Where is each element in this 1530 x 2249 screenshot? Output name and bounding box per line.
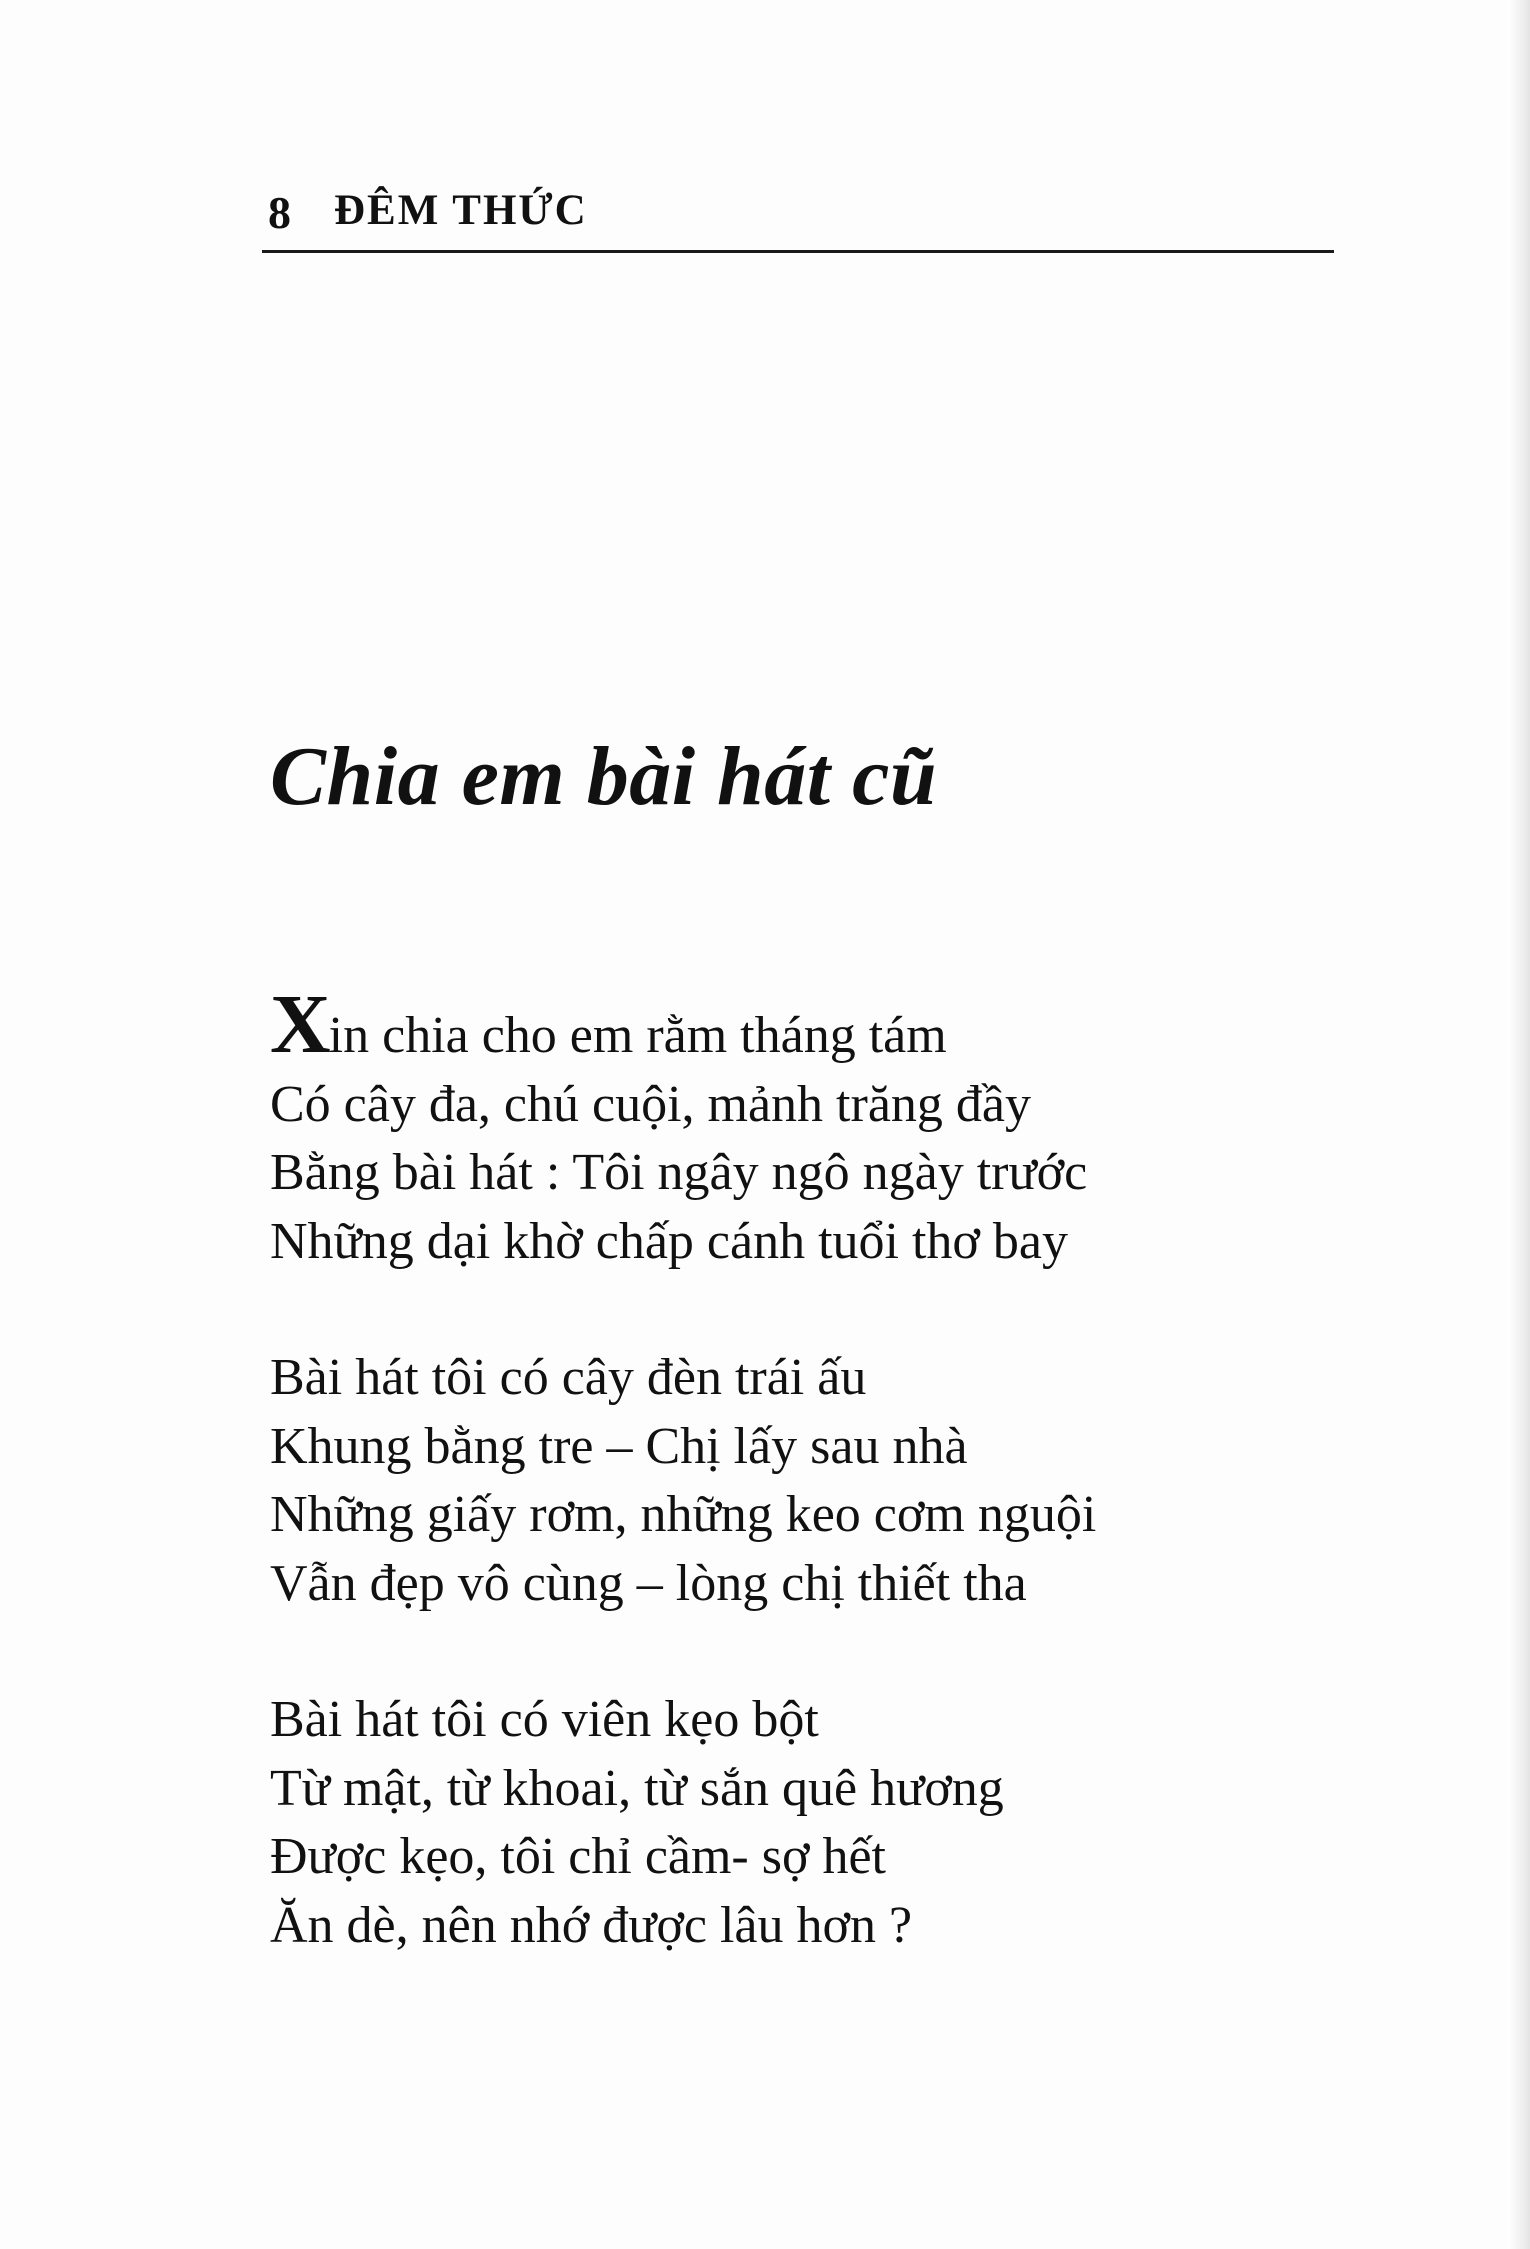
page-edge-shadow bbox=[1508, 0, 1530, 2249]
stanza-3 bbox=[270, 1686, 1270, 1960]
poem-line-1 bbox=[270, 978, 1270, 1071]
poem-line: Khung bằng tre – Chị lấy sau nhà bbox=[270, 1417, 968, 1475]
poem-line: Những giấy rơm, những keo cơm nguội bbox=[270, 1486, 1097, 1543]
poem-line: Bằng bài hát : Tôi ngây ngô ngày trước bbox=[270, 1144, 1088, 1201]
stanza-1 bbox=[270, 978, 1270, 1276]
poem-line: Có cây đa, chú cuội, mảnh trăng đầy bbox=[270, 1075, 1031, 1133]
book-title: ĐÊM THỨC bbox=[334, 187, 588, 234]
poem-line: Được kẹo, tôi chỉ cầm- sợ hết bbox=[270, 1828, 887, 1885]
poem-line: Bài hát tôi có viên kẹo bột bbox=[270, 1691, 819, 1748]
drop-cap: X bbox=[270, 978, 329, 1071]
poem-line: Bài hát tôi có cây đèn trái ấu bbox=[270, 1349, 867, 1406]
stanza-2 bbox=[270, 1344, 1270, 1618]
first-line-rest: in chia cho em rằm tháng tám bbox=[328, 1007, 947, 1064]
poem-line: Ăn dè, nên nhớ được lâu hơn ? bbox=[270, 1896, 913, 1954]
running-head bbox=[262, 186, 1334, 253]
poem-line: Từ mật, từ khoai, từ sắn quê hương bbox=[270, 1759, 1004, 1817]
poem-title: Chia em bài hát cũ bbox=[270, 730, 938, 823]
poem-line: Những dại khờ chấp cánh tuổi thơ bay bbox=[270, 1212, 1069, 1270]
poem-body bbox=[270, 978, 1270, 2028]
poem-line: Vẫn đẹp vô cùng – lòng chị thiết tha bbox=[270, 1554, 1027, 1612]
page-number: 8 bbox=[268, 187, 292, 238]
